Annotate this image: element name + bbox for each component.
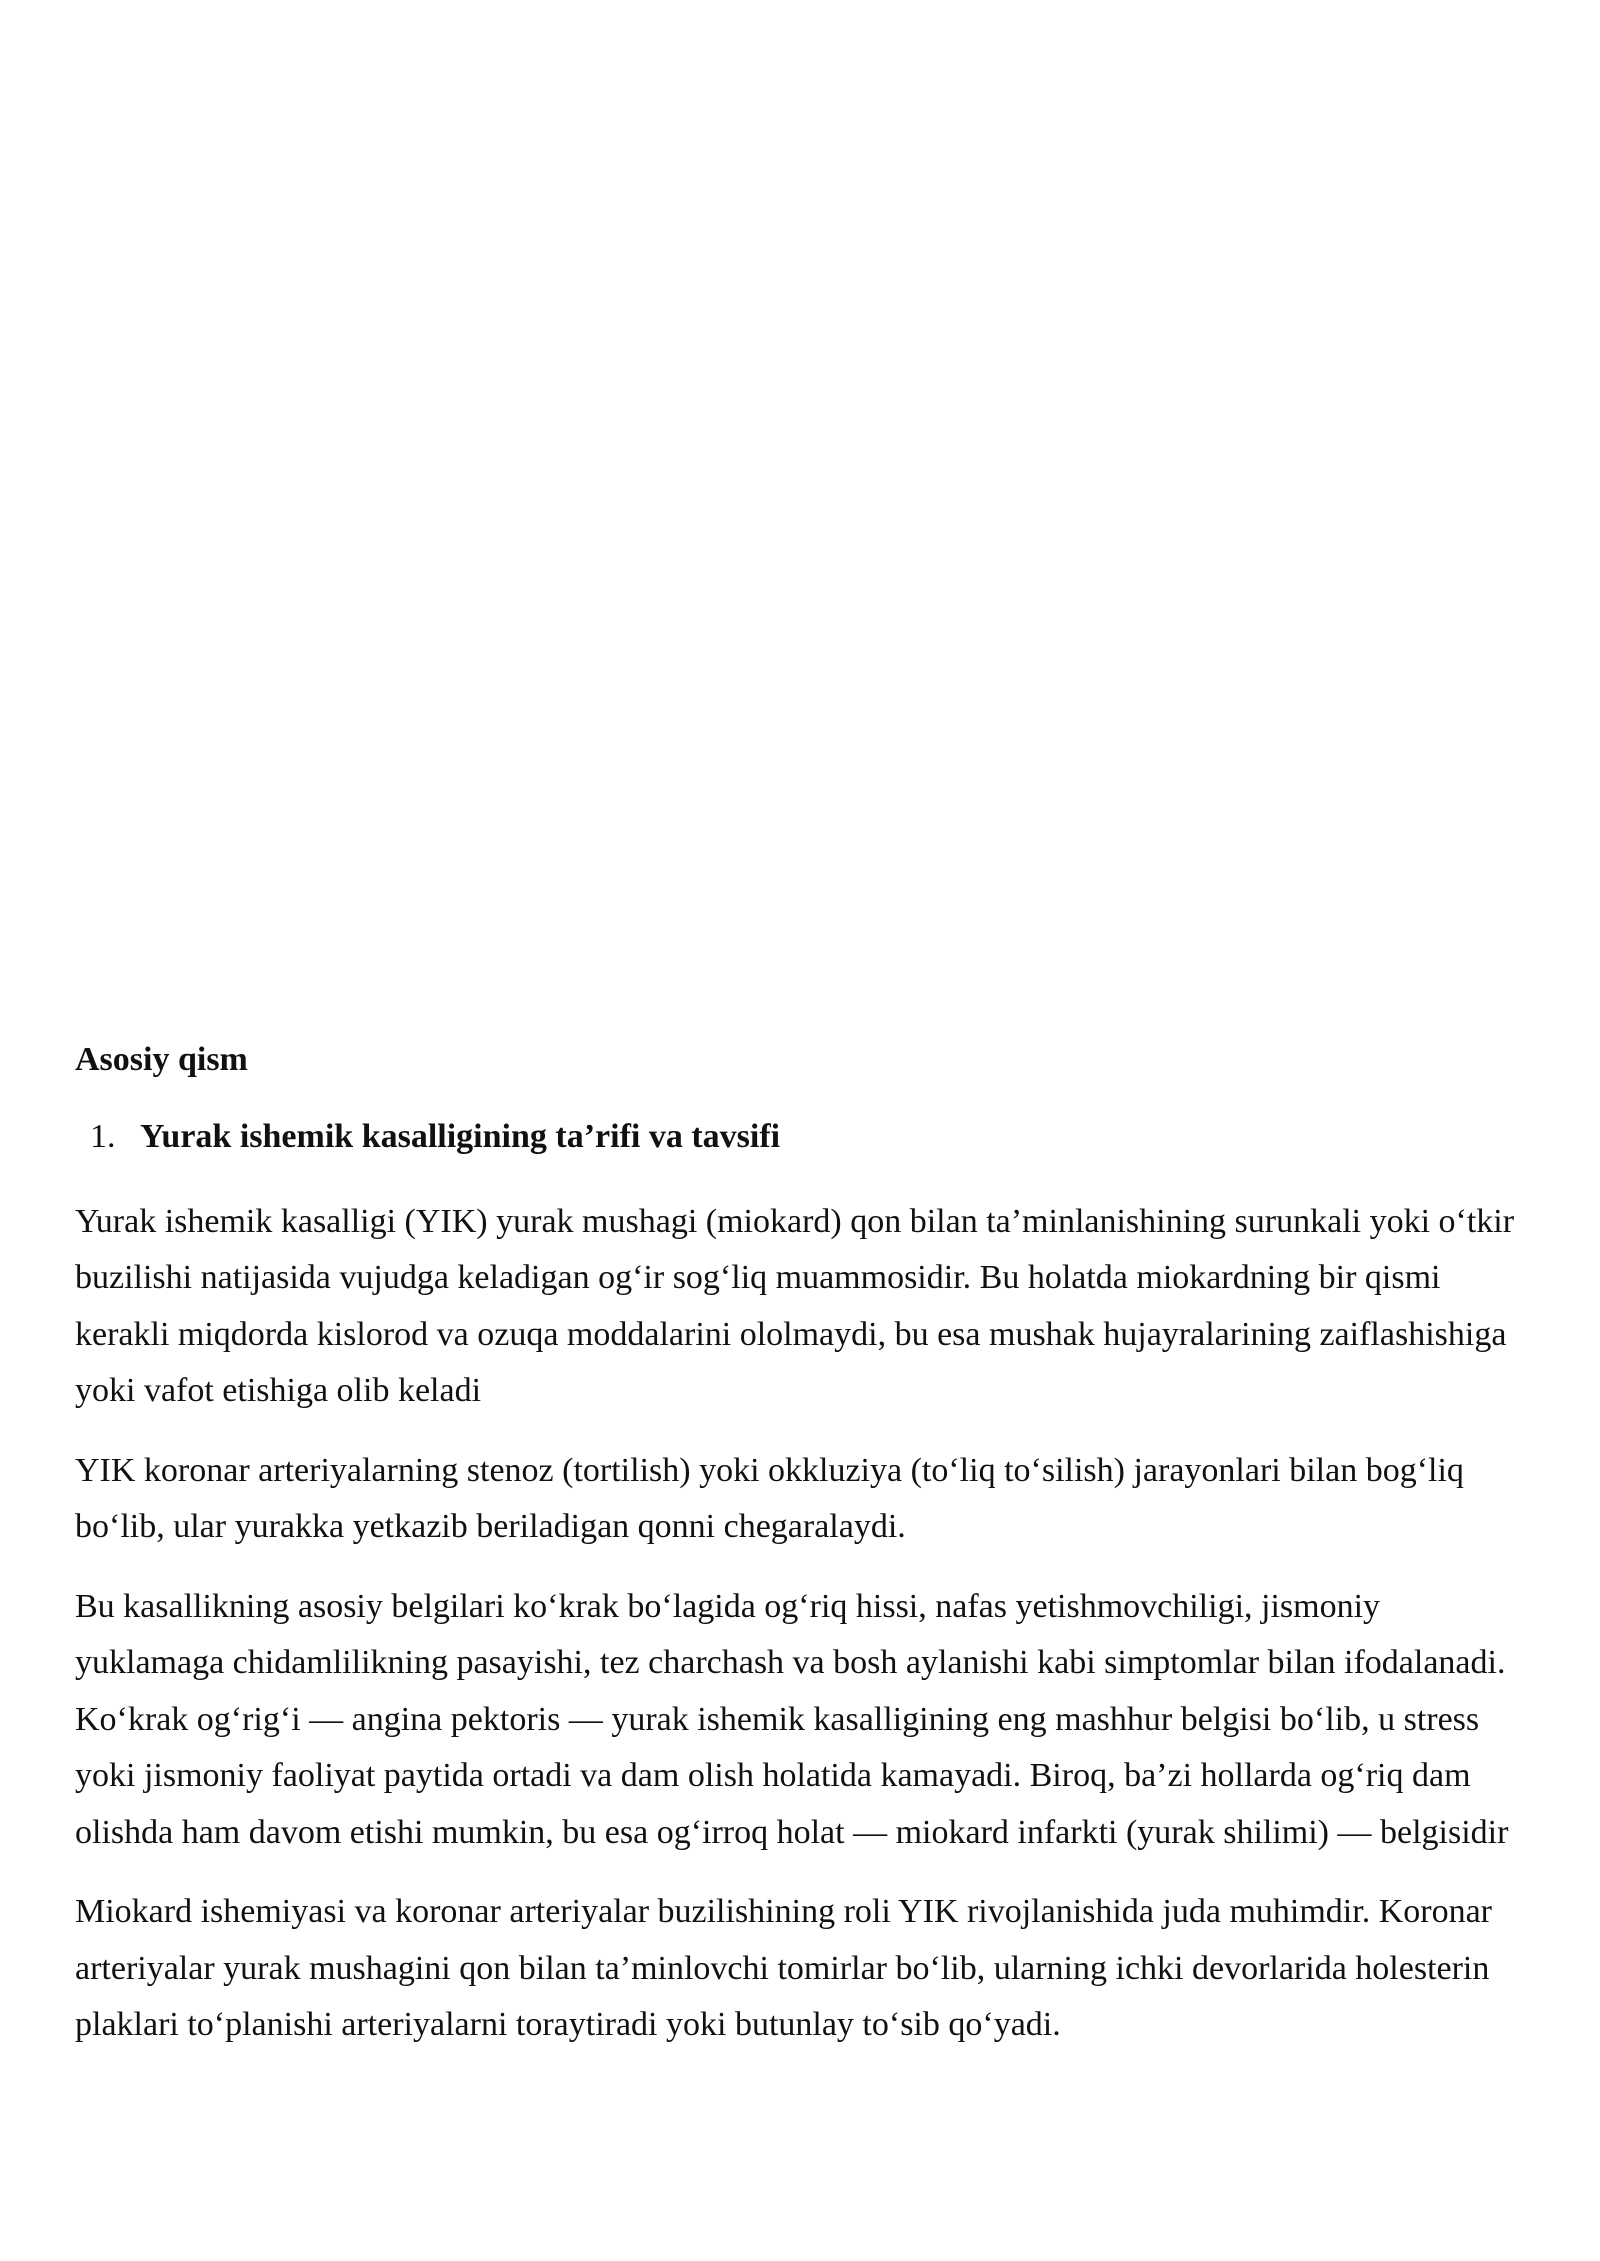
list-number: 1. bbox=[90, 1117, 116, 1155]
subsection-heading bbox=[75, 1117, 1535, 1158]
paragraph: YIK koronar arteriyalarning stenoz (tortilish) yoki okkluziya (to‘liq to‘silish) jarayonlari bilan bog‘liq bo‘lib, ular yurakka yetkazib beriladigan qonni chegaralaydi. bbox=[75, 1451, 1464, 1546]
paragraph: Bu kasallikning asosiy belgilari ko‘krak bo‘lagida og‘riq hissi, nafas yetishmovchiligi, jismoniy yuklamaga chidamlilikning pasayishi, tez charchash va bosh aylanishi kabi simptomlar bilan ifodalanadi. Ko‘krak og‘rig‘i — angina pektoris — yurak ishemik kasalligining eng mashhur belgisi bo‘lib, u stress yoki jismoniy faoliyat paytida ortadi va dam olish holatida kamayadi. Biroq, ba’zi hollarda og‘riq dam olishda ham davom etishi mumkin, bu esa og‘irroq holat — miokard infarkti (yurak shilimi) — belgisidir bbox=[75, 1587, 1509, 1851]
document-body bbox=[75, 1040, 1535, 2054]
subsection-title: Yurak ishemik kasalligining ta’rifi va tavsifi bbox=[140, 1117, 781, 1155]
paragraph: Yurak ishemik kasalligi (YIK) yurak mushagi (miokard) qon bilan ta’minlanishining surunkali yoki o‘tkir buzilishi natijasida vujudga keladigan og‘ir sog‘liq muammosidir. Bu holatda miokardning bir qismi kerakli miqdorda kislorod va ozuqa moddalarini ololmaydi, bu esa mushak hujayralarining zaiflashishiga yoki vafot etishiga olib keladi bbox=[75, 1202, 1515, 1410]
section-heading: Asosiy qism bbox=[75, 1041, 248, 1078]
paragraph: Miokard ishemiyasi va koronar arteriyalar buzilishining roli YIK rivojlanishida juda muhimdir. Koronar arteriyalar yurak mushagini qon bilan ta’minlovchi tomirlar bo‘lib, ularning ichki devorlarida holesterin plaklari to‘planishi arteriyalarni toraytiradi yoki butunlay to‘sib qo‘yadi. bbox=[75, 1893, 1492, 2044]
